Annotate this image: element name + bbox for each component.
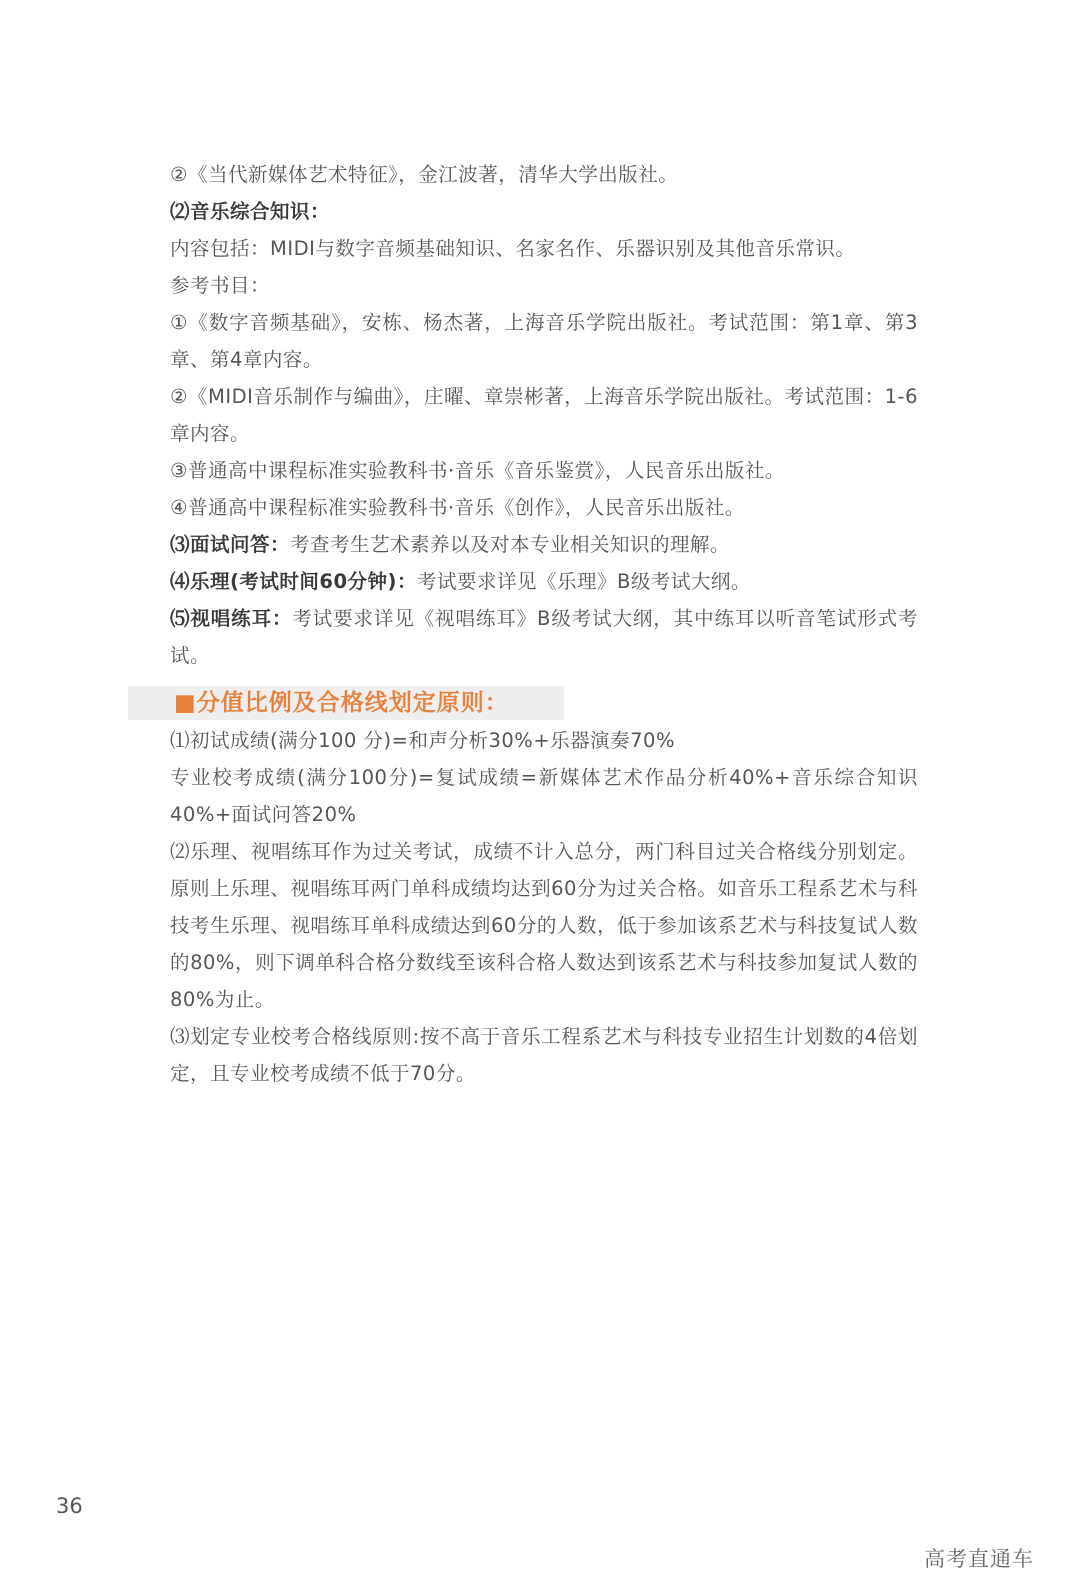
page-number: 36 <box>56 1494 83 1518</box>
reference-item: ②《MIDI音乐制作与编曲》，庄曜、章崇彬著，上海音乐学院出版社。考试范围：1-6章内容。 <box>170 385 918 445</box>
reference-item: ③普通高中课程标准实验教科书·音乐《音乐鉴赏》，人民音乐出版社。 <box>170 459 785 482</box>
exam-item-sight-singing <box>128 600 918 674</box>
exam-item-label: ⑶面试问答： <box>170 533 291 556</box>
exam-item-interview <box>128 526 918 563</box>
score-paragraph: 专业校考成绩(满分100分)=复试成绩=新媒体艺术作品分析40%+音乐综合知识40%+面试问答20% <box>170 766 918 826</box>
section-title: ■分值比例及合格线划定原则： <box>174 690 509 716</box>
exam-item-label: ⑷乐理(考试时间60分钟)： <box>170 570 417 593</box>
exam-item-music-theory <box>128 563 918 600</box>
reference-item: ④普通高中课程标准实验教科书·音乐《创作》，人民音乐出版社。 <box>170 496 745 519</box>
score-paragraph: ⑴初试成绩(满分100 分)=和声分析30%+乐器演奏70% <box>170 729 675 752</box>
section-heading-bar <box>128 686 564 720</box>
exam-item-text: 考查考生艺术素养以及对本专业相关知识的理解。 <box>290 533 731 556</box>
exam-item-label: ⑸视唱练耳： <box>170 607 293 630</box>
reference-item: ②《当代新媒体艺术特征》，金江波著，清华大学出版社。 <box>170 163 679 186</box>
references-label: 参考书目： <box>170 274 271 297</box>
subsection-heading-music-knowledge: ⑵音乐综合知识： <box>170 200 331 223</box>
page-content <box>128 156 918 1092</box>
score-paragraph: ⑵乐理、视唱练耳作为过关考试，成绩不计入总分，两门科目过关合格线分别划定。原则上乐理、视唱练耳两门单科成绩均达到60分为过关合格。如音乐工程系艺术与科技考生乐理、视唱练耳单科成绩达到60分的人数，低于参加该系艺术与科技复试人数的80%，则下调单科合格分数线至该科合格人数达到该系艺术与科技参加复试人数的80%为止。 <box>170 840 918 1011</box>
content-description: 内容包括：MIDI与数字音频基础知识、名家名作、乐器识别及其他音乐常识。 <box>170 237 856 260</box>
score-paragraph: ⑶划定专业校考合格线原则:按不高于音乐工程系艺术与科技专业招生计划数的4倍划定，且专业校考成绩不低于70分。 <box>170 1025 918 1085</box>
brand-footer: 高考直通车 <box>924 1547 1034 1571</box>
exam-item-text: 考试要求详见《乐理》B级考试大纲。 <box>416 570 751 593</box>
exam-item-text: 考试要求详见《视唱练耳》B级考试大纲，其中练耳以听音笔试形式考试。 <box>170 607 918 667</box>
reference-item: ①《数字音频基础》，安栋、杨杰著，上海音乐学院出版社。考试范围：第1章、第3章、第4章内容。 <box>170 311 918 371</box>
